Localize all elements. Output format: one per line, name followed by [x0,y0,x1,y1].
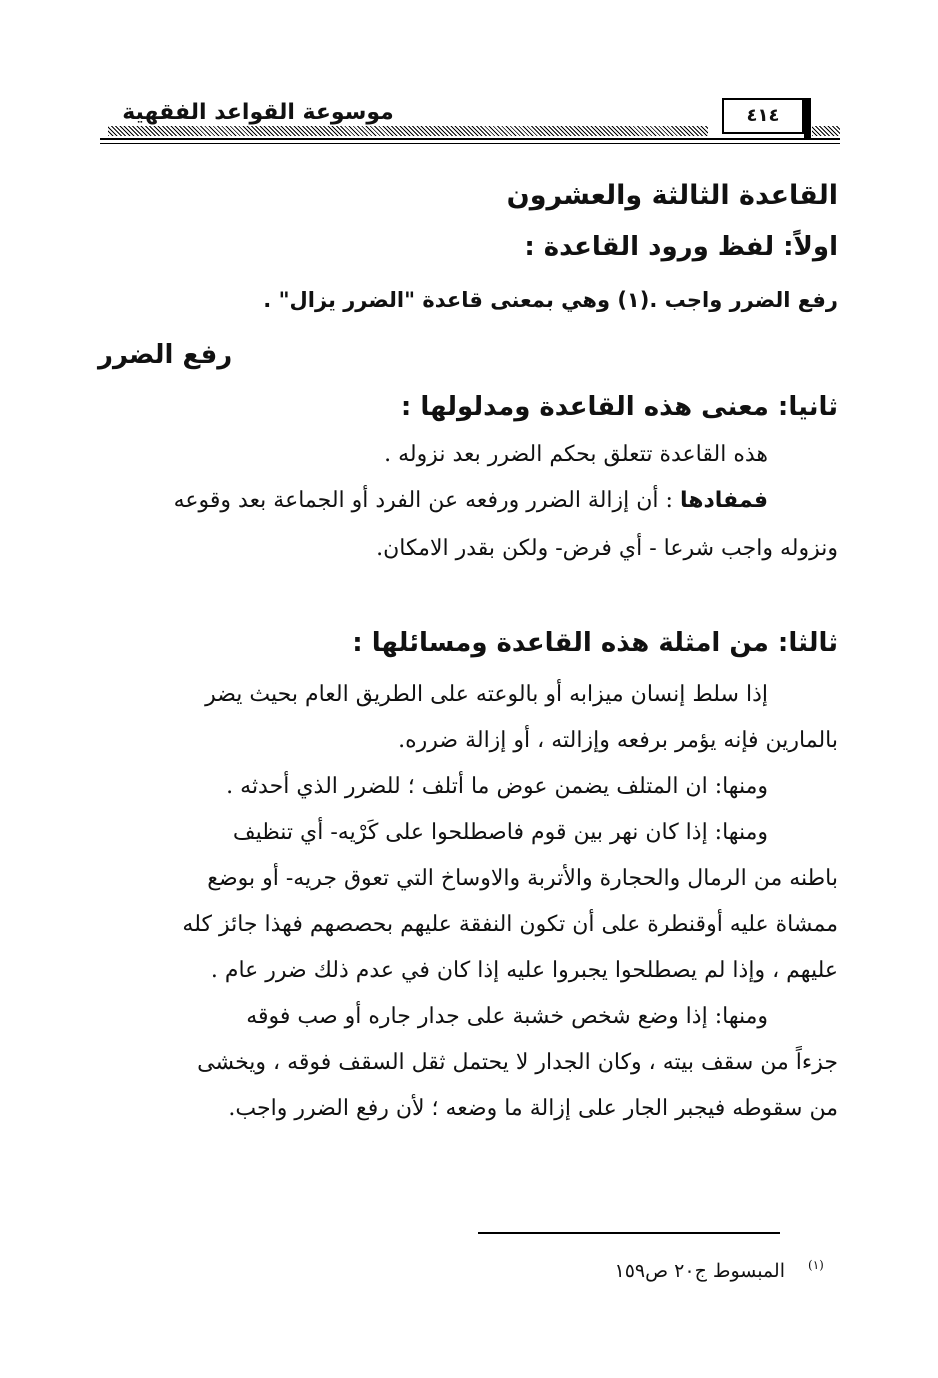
header-rule-thick [100,138,840,140]
example4-line-3: من سقوطه فيجبر الجار على إزالة ما وضعه ؛ لأن رفع الضرر واجب. [228,1096,838,1121]
page-number: ٤١٤ [722,98,804,134]
rule-short-name-text: رفع الضرر [98,340,233,370]
meaning-line-1: هذه القاعدة تتعلق بحكم الضرر بعد نزوله . [384,442,768,467]
example1-line-1: إذا سلط إنسان ميزابه أو بالوعته على الطريق العام بحيث يضر [205,682,768,707]
example3-line-2: باطنه من الرمال والحجارة والأتربة والاوساخ التي تعوق جريه- أو بوضع [207,866,838,891]
running-header-title: موسوعة القواعد الفقهية [108,100,408,125]
footnote-rule [478,1232,780,1234]
benefit-line-1-text: : أن إزالة الضرر ورفعه عن الفرد أو الجماعة بعد وقوعه [173,488,680,513]
benefit-label: فمفادها [679,488,768,513]
example3-line-4: عليهم ، وإذا لم يصطلحوا يجبروا عليه إذا كان في عدم ذلك ضرر عام . [210,958,838,983]
rule-title: القاعدة الثالثة والعشرون [506,180,838,211]
footnote-text: المبسوط ج٢٠ ص١٥٩ [614,1260,785,1282]
benefit-line-2: ونزوله واجب شرعا - أي فرض- ولكن بقدر الامكان. [376,536,838,561]
example4-line-1: ومنها: إذا وضع شخص خشبة على جدار جاره أو صب فوقه [246,1004,768,1029]
footnote-marker: (١) [808,1258,824,1272]
example2-line-1: ومنها: ان المتلف يضمن عوض ما أتلف ؛ للضرر الذي أحدثه . [226,774,768,799]
rule-short-name [98,340,838,370]
header-hatch-right [812,126,840,136]
header-hatch-left [108,126,708,136]
example3-line-1: ومنها: إذا كان نهر بين قوم فاصطلحوا على كَرْيه- أي تنظيف [232,820,768,845]
example1-line-2: بالمارين فإنه يؤمر برفعه وإزالته ، أو إزالة ضرره. [398,728,838,753]
page-number-shadow [804,98,811,138]
section1-heading: اولاً: لفظ ورود القاعدة : [524,232,838,262]
benefit-line-1 [98,488,838,513]
section2-heading: ثانيا: معنى هذه القاعدة ومدلولها : [400,392,838,422]
section3-heading: ثالثا: من امثلة هذه القاعدة ومسائلها : [352,628,838,658]
header-rule-thin [100,143,840,144]
rule-statement: رفع الضرر واجب .(١) وهي بمعنى قاعدة "الضرر يزال" . [263,288,838,312]
example4-line-2: جزءاً من سقف بيته ، وكان الجدار لا يحتمل ثقل السقف فوقه ، ويخشى [197,1050,838,1075]
example3-line-3: ممشاة عليه أوقنطرة على أن تكون النفقة عليهم بحصصهم فهذا جائز كله [182,912,838,937]
